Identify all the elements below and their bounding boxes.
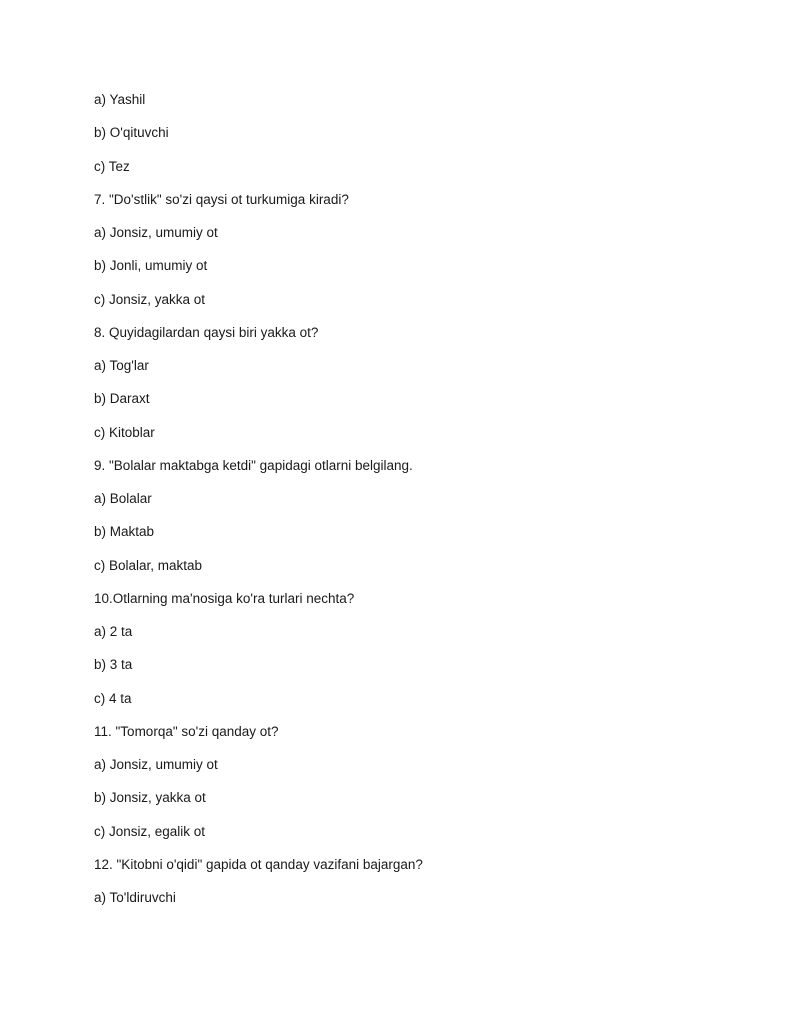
answer-option: c) Kitoblar bbox=[94, 424, 155, 440]
answer-option: a) 2 ta bbox=[94, 624, 133, 639]
answer-option: b) Daraxt bbox=[94, 391, 150, 407]
answer-option: a) Jonsiz, umumiy ot bbox=[94, 757, 218, 772]
answer-option: a) To'ldiruvchi bbox=[94, 890, 176, 905]
answer-option: b) Jonli, umumiy ot bbox=[94, 258, 208, 274]
question-text: 8. Quyidagilardan qaysi biri yakka ot? bbox=[94, 324, 319, 340]
question-text: 11. "Tomorqa" so'zi qanday ot? bbox=[94, 723, 279, 739]
answer-option: a) Jonsiz, umumiy ot bbox=[94, 225, 218, 240]
question-text: 12. "Kitobni o'qidi" gapida ot qanday vazifani bajargan? bbox=[94, 856, 423, 872]
answer-option: a) Bolalar bbox=[94, 491, 152, 506]
answer-option: b) O'qituvchi bbox=[94, 125, 169, 141]
document-body bbox=[94, 91, 423, 922]
answer-option: c) Tez bbox=[94, 158, 130, 174]
answer-option: c) Bolalar, maktab bbox=[94, 557, 203, 573]
question-text: 9. "Bolalar maktabga ketdi" gapidagi otlarni belgilang. bbox=[94, 457, 413, 473]
question-text: 10.Otlarning ma'nosiga ko'ra turlari nechta? bbox=[94, 590, 355, 606]
answer-option: a) Yashil bbox=[94, 92, 146, 107]
question-text: 7. "Do'stlik" so'zi qaysi ot turkumiga kiradi? bbox=[94, 191, 349, 207]
answer-option: b) 3 ta bbox=[94, 657, 133, 673]
answer-option: a) Tog'lar bbox=[94, 358, 149, 373]
answer-option: b) Maktab bbox=[94, 524, 155, 540]
answer-option: c) 4 ta bbox=[94, 690, 132, 706]
answer-option: b) Jonsiz, yakka ot bbox=[94, 790, 206, 806]
answer-option: c) Jonsiz, egalik ot bbox=[94, 823, 206, 839]
answer-option: c) Jonsiz, yakka ot bbox=[94, 291, 206, 307]
